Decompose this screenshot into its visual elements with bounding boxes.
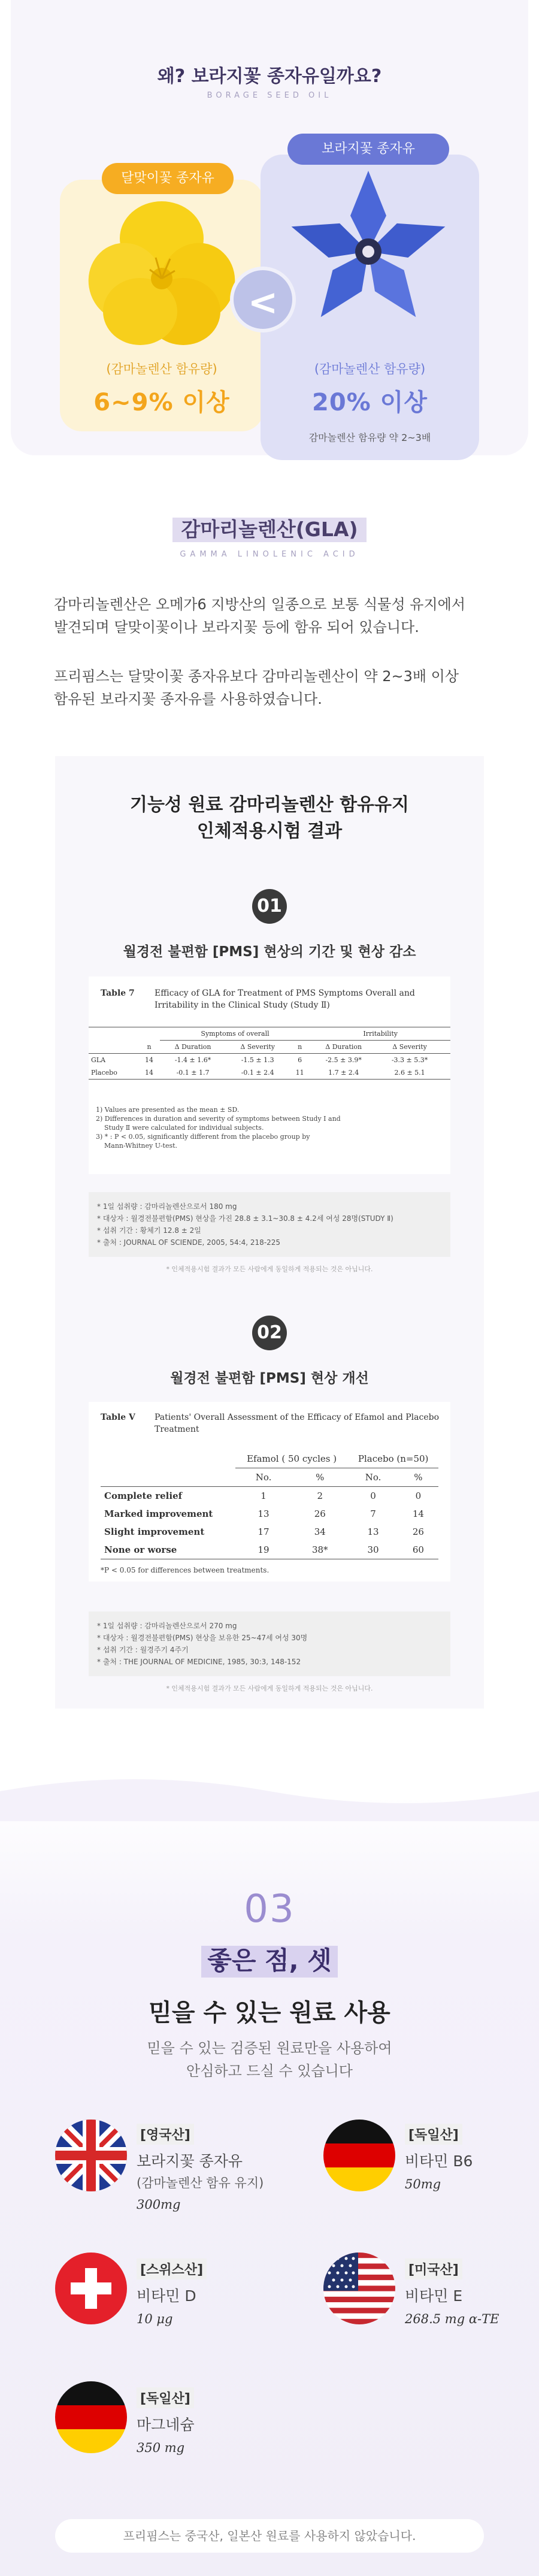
study-2-title: 월경전 불편함 [PMS] 현상 개선 [170, 1371, 369, 1386]
note-line: 1) Values are presented as the mean ± SD. [96, 1106, 240, 1114]
ingredient-amount: 268.5 mg α-TE [405, 2312, 499, 2326]
info-line: * 출처 : JOURNAL OF SCIENDE, 2005, 54:4, 218-225 [97, 1238, 281, 1247]
table-row [101, 1541, 438, 1559]
study-1-col-header: Δ Duration [174, 1043, 211, 1051]
description-line: 안심하고 드실 수 있습니다 [186, 2063, 353, 2079]
table-cell: 30 [367, 1544, 379, 1555]
table-cell: 2.6 ± 5.1 [394, 1069, 425, 1077]
study-1-notes [96, 1105, 443, 1150]
ingredient-origin: [영국산] [137, 2124, 194, 2145]
germany-flag-icon [55, 2381, 127, 2453]
info-line: * 출처 : THE JOURNAL OF MEDICINE, 1985, 30:3, 148-152 [97, 1658, 301, 1666]
ingredient-item [405, 2124, 473, 2191]
note-line: 2) Differences in duration and severity of symptoms between Study I and [96, 1115, 341, 1123]
ingredient-amount: 300mg [137, 2197, 181, 2212]
row-label: GLA [91, 1056, 106, 1064]
gla-paragraph-1 [54, 593, 485, 639]
table-cell: 6 [298, 1056, 302, 1064]
trial-heading-line: 인체적용시험 결과 [196, 821, 343, 842]
study-1-col-header: Δ Severity [392, 1043, 427, 1051]
ingredient-item [405, 2258, 499, 2326]
table-cell: -3.3 ± 5.3* [391, 1056, 428, 1064]
row-label: None or worse [104, 1544, 177, 1555]
good-point-number: 03 [244, 1887, 295, 1931]
ingredient-item [137, 2124, 264, 2212]
ingredient-amount: 350 mg [137, 2441, 185, 2455]
germany-flag-icon [323, 2120, 395, 2191]
study-1-disclaimer: * 인체적용시험 결과가 모든 사람에게 동일하게 적용되는 것은 아닙니다. [166, 1265, 373, 1273]
study-2-group-header: Efamol ( 50 cycles ) [235, 1450, 348, 1468]
info-line: * 대상자 : 월경전불편함(PMS) 현상을 보유한 25~47세 여성 30명 [97, 1634, 308, 1642]
study-1-table-number: Table 7 [101, 988, 135, 998]
evening-primrose-gla-value: 6~9% 이상 [93, 389, 230, 416]
info-line: * 대상자 : 월경전불편함(PMS) 현상을 가진 28.8 ± 3.1~30.8 ± 4.2세 여성 28명(STUDY Ⅱ) [97, 1214, 393, 1223]
table-row [89, 1066, 450, 1080]
ingredient-origin: [스위스산] [137, 2258, 207, 2279]
wave-divider [0, 1767, 539, 1821]
table-cell: 13 [367, 1526, 379, 1537]
study-1-caption-text: Efficacy of GLA for Treatment of PMS Symptoms Overall and Irritability in the Clinical Study (Study Ⅱ) [155, 988, 415, 1010]
study-1-info [89, 1192, 450, 1257]
ingredient-name: 비타민 E [405, 2287, 463, 2305]
borage-gla-value: 20% 이상 [312, 389, 428, 416]
study-2-col-header: % [316, 1472, 325, 1483]
info-line: * 1일 섭취량 : 감마리놀렌산으로서 270 mg [97, 1622, 237, 1630]
table-cell: -1.5 ± 1.3 [241, 1056, 274, 1064]
study-2-caption-text: Patients' Overall Assessment of the Efficacy of Efamol and Placebo Treatment [155, 1413, 440, 1434]
study-2-table-number: Table V [101, 1413, 135, 1422]
study-2-footnote: *P < 0.05 for differences between treatments. [101, 1566, 270, 1574]
study-2-col-header: % [414, 1472, 423, 1483]
table-cell: 13 [258, 1508, 270, 1519]
study-1-table [89, 1027, 450, 1080]
good-point-title-text: 좋은 점, 셋 [201, 1946, 338, 1978]
study-2-col-header: No. [365, 1472, 381, 1483]
switzerland-flag-icon [55, 2253, 127, 2324]
origin-footer-note: 프리핌스는 중국산, 일본산 원료를 사용하지 않았습니다. [55, 2519, 484, 2553]
gla-paragraph-2-line: 함유된 보라지꽃 종자유를 사용하였습니다. [54, 691, 322, 708]
table-cell: 38* [311, 1544, 328, 1555]
ingredient-amount: 50mg [405, 2177, 441, 2191]
table-cell: 1 [261, 1490, 267, 1501]
study-2-disclaimer: * 인체적용시험 결과가 모든 사람에게 동일하게 적용되는 것은 아닙니다. [166, 1685, 373, 1692]
table-cell: 60 [412, 1544, 424, 1555]
table-cell: 19 [258, 1544, 270, 1555]
description-line: 믿을 수 있는 검증된 원료만을 사용하여 [147, 2040, 392, 2057]
ingredient-name: 보라지꽃 종자유 [137, 2152, 243, 2170]
study-1-col-header: Δ Duration [325, 1043, 362, 1051]
table-cell: -0.1 ± 1.7 [176, 1069, 210, 1077]
evening-primrose-label: 달맞이꽃 종자유 [102, 163, 234, 194]
study-1-col-header: Δ Severity [240, 1043, 275, 1051]
info-line: * 1일 섭취량 : 감마리놀렌산으로서 180 mg [97, 1202, 237, 1211]
info-line: * 섭취 기간 : 월경주기 4주기 [97, 1646, 189, 1654]
study-1-title: 월경전 불편함 [PMS] 현상의 기간 및 현상 감소 [123, 944, 416, 960]
table-cell: 14 [145, 1069, 154, 1077]
study-1-caption [101, 987, 442, 1011]
gla-title-text: 감마리놀렌산(GLA) [172, 518, 366, 542]
study-2-caption [101, 1411, 442, 1435]
study-2-number: 02 [252, 1316, 287, 1350]
evening-primrose-gla-label: (감마놀렌산 함유량) [106, 362, 217, 376]
info-line: * 섭취 기간 : 황체기 12.8 ± 2일 [97, 1226, 201, 1235]
trial-heading-line: 기능성 원료 감마리놀렌산 함유유지 [129, 794, 410, 815]
table-cell: -0.1 ± 2.4 [241, 1069, 274, 1077]
note-line: Mann-Whitney U-test. [104, 1142, 178, 1150]
ingredient-name: 비타민 B6 [405, 2152, 473, 2170]
table-cell: 26 [314, 1508, 326, 1519]
ingredient-item [137, 2258, 207, 2326]
study-2-group-header: Placebo (n=50) [348, 1450, 438, 1468]
table-row [89, 1054, 450, 1067]
table-cell: -2.5 ± 3.9* [325, 1056, 362, 1064]
note-line: Study Ⅱ were calculated for individual subjects. [104, 1124, 264, 1132]
table-cell: 11 [295, 1069, 304, 1077]
borage-label: 보라지꽃 종자유 [287, 134, 449, 165]
table-cell: 34 [314, 1526, 326, 1537]
table-cell: 0 [370, 1490, 376, 1501]
table-cell: 2 [317, 1490, 323, 1501]
study-1-group-header: Symptoms of overall [160, 1027, 311, 1041]
table-cell: -1.4 ± 1.6* [174, 1056, 211, 1064]
table-row [101, 1505, 438, 1523]
gla-subtitle: GAMMA LINOLENIC ACID [180, 550, 359, 559]
study-2-table [101, 1450, 438, 1559]
good-point-subtitle: 믿을 수 있는 원료 사용 [149, 1999, 390, 2027]
table-cell: 1.7 ± 2.4 [328, 1069, 359, 1077]
table-cell: 17 [258, 1526, 270, 1537]
ingredient-name: 마그네슘 [137, 2416, 195, 2433]
study-2-info [89, 1611, 450, 1676]
study-2-col-header: No. [255, 1472, 272, 1483]
table-cell: 14 [412, 1508, 424, 1519]
ingredient-sub: (감마놀렌산 함유 유지) [137, 2176, 264, 2190]
intro-subtitle: BORAGE SEED OIL [207, 91, 332, 100]
study-1-col-header: n [147, 1042, 152, 1051]
trial-heading [55, 792, 484, 845]
table-cell: 0 [415, 1490, 422, 1501]
borage-gla-note: 감마놀렌산 함유량 약 2~3배 [308, 432, 431, 443]
usa-flag-icon [323, 2253, 395, 2324]
row-label: Complete relief [104, 1490, 183, 1501]
ingredient-origin: [독일산] [137, 2387, 194, 2408]
note-line: 3) * : P < 0.05, significantly different from the placebo group by [96, 1133, 310, 1141]
row-label: Slight improvement [104, 1526, 205, 1537]
table-row [101, 1523, 438, 1541]
row-label: Placebo [91, 1069, 117, 1077]
borage-flower-icon [272, 162, 464, 341]
comparison-symbol: < [230, 267, 296, 332]
ingredient-origin: [미국산] [405, 2258, 462, 2279]
gla-paragraph-2 [54, 665, 485, 710]
ingredient-amount: 10 μg [137, 2312, 173, 2326]
row-label: Marked improvement [104, 1508, 213, 1519]
study-1-col-header: n [298, 1043, 302, 1051]
intro-title: 왜? 보라지꽃 종자유일까요? [157, 66, 382, 87]
study-1-number: 01 [252, 889, 287, 924]
gla-title [0, 514, 539, 542]
ingredient-item [137, 2387, 195, 2455]
study-1-group-header: Irritability [310, 1027, 450, 1041]
ingredient-origin: [독일산] [405, 2124, 462, 2145]
evening-primrose-flower-icon [78, 201, 246, 350]
table-row [101, 1487, 438, 1505]
gla-paragraph-2-line: 프리핌스는 달맞이꽃 종자유보다 감마리놀렌산이 약 2~3배 이상 [54, 668, 459, 685]
good-point-description [0, 2037, 539, 2082]
table-cell: 26 [412, 1526, 424, 1537]
good-point-title [0, 1941, 539, 1977]
uk-flag-icon [55, 2120, 127, 2191]
gla-paragraph-1-line: 감마리놀렌산은 오메가6 지방산의 일종으로 보통 식물성 유지에서 [54, 596, 466, 613]
ingredient-name: 비타민 D [137, 2287, 196, 2305]
table-cell: 7 [370, 1508, 376, 1519]
table-cell: 14 [145, 1056, 154, 1064]
gla-paragraph-1-line: 발견되며 달맞이꽃이나 보라지꽃 등에 함유 되어 있습니다. [54, 619, 419, 636]
borage-gla-label: (감마놀렌산 함유량) [314, 362, 426, 376]
